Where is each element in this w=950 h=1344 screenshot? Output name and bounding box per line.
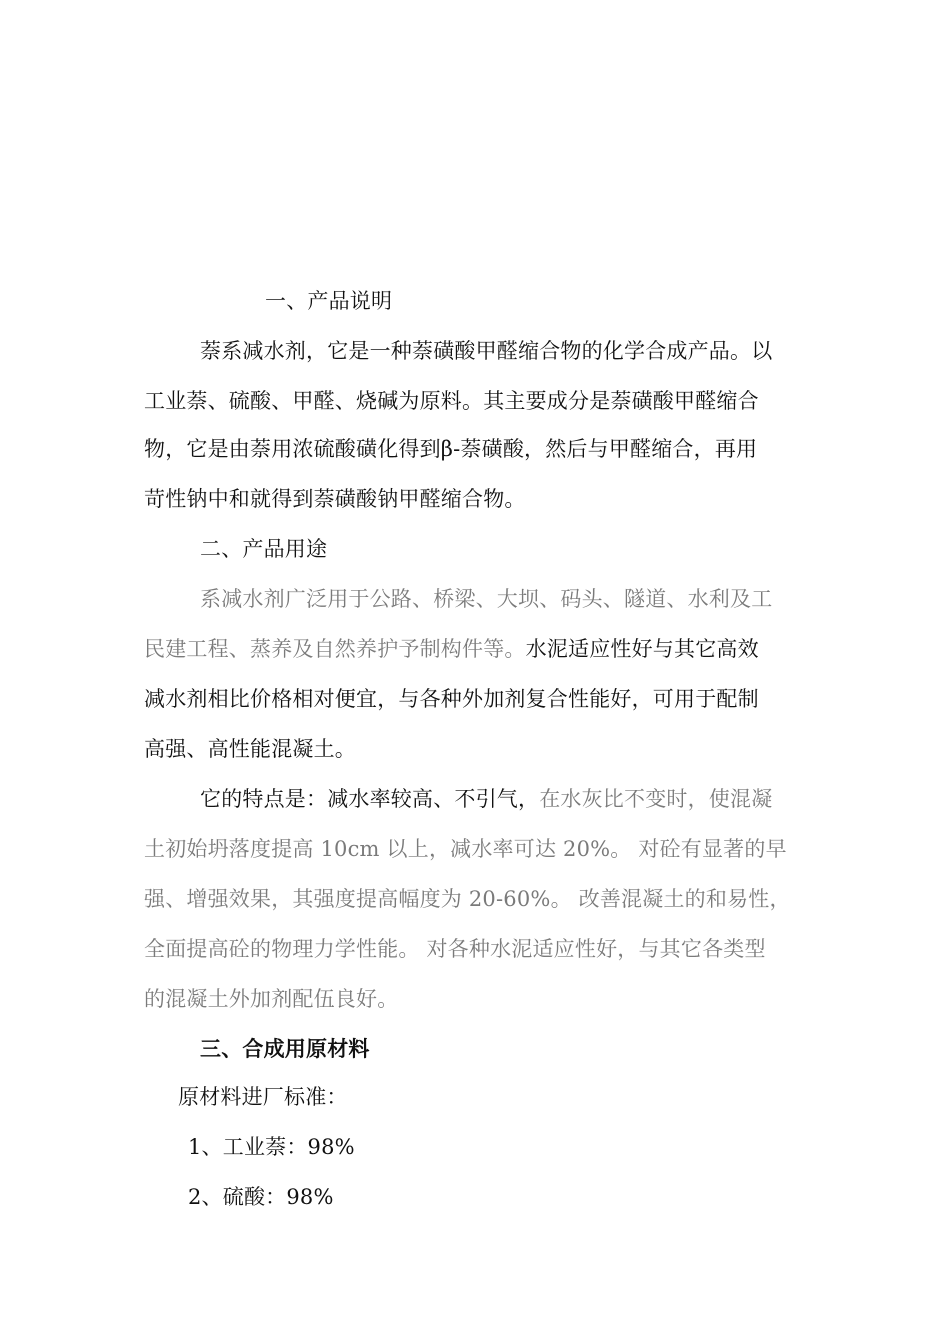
section2-para2-line-1-dark: 它的特点是：减水率较高、不引气，: [200, 787, 540, 811]
section2-para1-line-4: 高强、高性能混凝土。: [144, 737, 356, 761]
section1-line-2: 工业萘、硫酸、甲醛、烧碱为原料。其主要成分是萘磺酸甲醛缩合: [144, 389, 759, 413]
section2-para1-line-1: 系减水剂广泛用于公路、桥梁、大坝、码头、隧道、水利及工: [200, 587, 773, 611]
section3-standard-label: 原材料进厂标准：: [178, 1085, 348, 1109]
section2-para2-line-1-gray: 在水灰比不变时，使混凝: [539, 787, 773, 811]
section2-para1-line-2-dark: 水泥适应性好与其它高效: [525, 637, 759, 661]
section2-para2-line-1: [200, 784, 772, 814]
section2-para2-line-2: 土初始坍落度提高 10cm 以上，减水率可达 20%。 对砼有显著的早: [144, 837, 787, 861]
section1-line-4: 苛性钠中和就得到萘磺酸钠甲醛缩合物。: [144, 487, 526, 511]
section2-para1-line-2-gray: 民建工程、蒸养及自然养护予制构件等。: [144, 637, 526, 661]
section2-heading: 二、产品用途: [200, 537, 328, 561]
section1-line-3: 物，它是由萘用浓硫酸磺化得到β-萘磺酸，然后与甲醛缩合，再用: [144, 437, 758, 461]
section3-item-1: 1、工业萘：98%: [188, 1135, 355, 1159]
section2-para2-line-3: 强、增强效果，其强度提高幅度为 20-60%。 改善混凝土的和易性，: [144, 887, 791, 911]
section2-para2-line-5: 的混凝土外加剂配伍良好。: [144, 987, 399, 1011]
section2-para2-line-4: 全面提高砼的物理力学性能。 对各种水泥适应性好，与其它各类型: [144, 937, 766, 961]
section3-item-2: 2、硫酸：98%: [188, 1185, 334, 1209]
section3-heading: 三、合成用原材料: [200, 1036, 370, 1061]
section1-line-1: 萘系减水剂，它是一种萘磺酸甲醛缩合物的化学合成产品。以: [200, 339, 773, 363]
section1-heading: 一、产品说明: [265, 289, 393, 313]
section2-para1-line-2: [144, 634, 759, 664]
section2-para1-line-3: 减水剂相比价格相对便宜，与各种外加剂复合性能好，可用于配制: [144, 687, 759, 711]
